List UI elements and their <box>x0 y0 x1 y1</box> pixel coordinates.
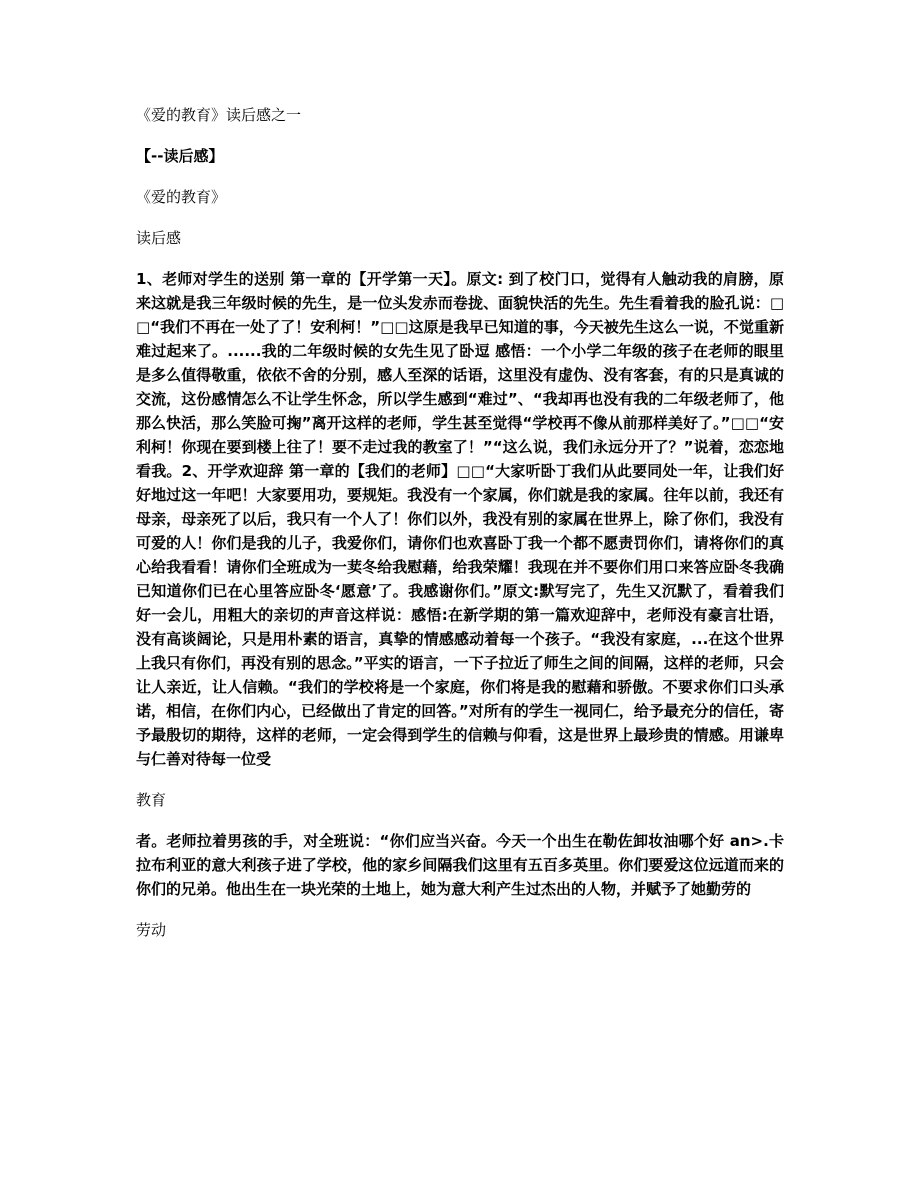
document-title: 《爱的教育》读后感之一 <box>136 106 302 124</box>
body-paragraph-2: 者。老师拉着男孩的手，对全班说：“你们应当兴奋。今天一个出生在勒佐卸妆油哪个好 an>.卡拉布利亚的意大利孩子进了学校，他的家乡间隔我们这里有五百多英里。你们要爱这位远道而来的你们的兄弟。他出生在一块光荣的土地上，她为意大利产生过杰出的人物，并赋予了她勤劳的 <box>136 832 784 898</box>
section-heading: 读后感 <box>136 229 182 247</box>
section-label: 教育 <box>136 791 167 809</box>
trailing-word: 劳动 <box>136 921 167 939</box>
book-title: 《爱的教育》 <box>136 188 227 206</box>
document-content <box>136 103 784 959</box>
document-category: 【--读后感】 <box>136 147 224 165</box>
body-paragraph-1: 1、老师对学生的送别 第一章的【开学第一天】。原文: 到了校门口，觉得有人触动我的肩膀，原来这就是我三年级时候的先生，是一位头发赤而卷拢、面貌快活的先生。先生看着我的脸孔说：□□“我们不再在一处了了！安利柯！”□□这原是我早已知道的事，今天被先生这么一说，不觉重新难过起来了。......我的二年级时候的女先生见了卧逗 感悟：一个小学二年级的孩子在老师的眼里是多么值得敬重，依依不舍的分别，感人至深的话语，这里没有虚伪、没有客套，有的只是真诚的交流，这份感情怎么不让学生怀念，所以学生感到“难过”、“我却再也没有我的二年级老师了，他那么快活，那么笑脸可掬”离开这样的老师，学生甚至觉得“学校再不像从前那样美好了。”□□“安利柯！你现在要到楼上往了！要不走过我的教室了！”“这么说，我们永远分开了？”说着，恋恋地看我。2、开学欢迎辞 第一章的【我们的老师】□□“大家听卧丁我们从此要同处一年，让我们好好地过这一年吧！大家要用功，要规矩。我没有一个家属，你们就是我的家属。往年以前，我还有母亲，母亲死了以后，我只有一个人了！你们以外，我没有别的家属在世界上，除了你们，我没有可爱的人！你们是我的儿子，我爱你们，请你们也欢喜卧丁我一个都不愿责罚你们，请将你们的真心给我看看！请你们全班成为一荬冬给我慰藉，给我荣耀！我现在并不要你们用口来答应卧冬我确已知道你们已在心里答应卧冬‘愿意’了。我感谢你们。”原文:默写完了，先生又沉默了，看着我们好一会儿，用粗大的亲切的声音这样说：感悟:在新学期的第一篇欢迎辞中，老师没有豪言壮语，没有高谈阔论，只是用朴素的语言，真挚的情感感动着每一个孩子。“我没有家庭，...在这个世界上我只有你们，再没有别的思念。”平实的语言，一下子拉近了师生之间的间隔，这样的老师，只会让人亲近，让人信赖。“我们的学校将是一个家庭，你们将是我的慰藉和骄傲。不要求你们口头承诺，相信，在你们内心，已经做出了肯定的回答。”对所有的学生一视同仁，给予最充分的信任，寄予最殷切的期待，这样的老师，一定会得到学生的信赖与仰看，这是世界上最珍贵的情感。用谦卑与仁善对待每一位受 <box>136 270 784 768</box>
